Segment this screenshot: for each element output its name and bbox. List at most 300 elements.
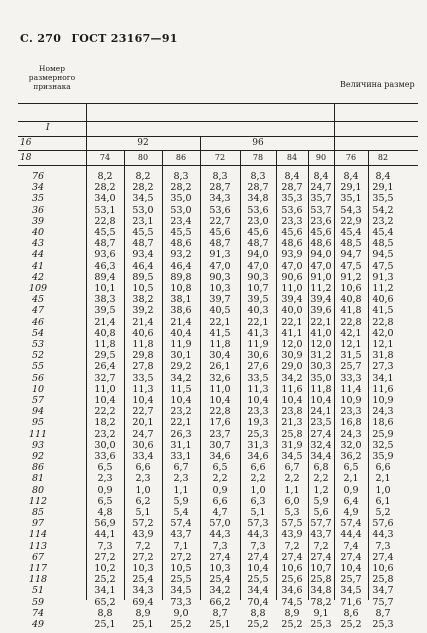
column-rule-6 [368, 150, 369, 600]
table-cell: 10,4 [94, 395, 116, 406]
table-cell: 75,7 [372, 596, 394, 608]
table-cell: 69,4 [132, 596, 154, 608]
table-cell: 9,0 [173, 607, 189, 619]
table-cell: 4,7 [212, 507, 228, 518]
row-id: 55 [31, 361, 45, 373]
table-cell: 25,5 [170, 574, 192, 586]
table-cell: 57,4 [340, 518, 362, 530]
table-cell: 33,4 [132, 451, 154, 462]
table-cell: 6,5 [97, 495, 113, 507]
table-cell: 38,3 [94, 294, 116, 306]
table-cell: 10,9 [372, 395, 394, 406]
table-cell: 25,3 [310, 619, 332, 630]
row-id: 76 [31, 171, 45, 182]
table-cell: 8,4 [343, 171, 359, 182]
table-cell: 40,8 [340, 294, 362, 306]
table-cell: 27,6 [247, 361, 269, 373]
table-cell: 2,3 [97, 473, 113, 485]
table-cell: 30,0 [94, 439, 116, 451]
row-id: 42 [31, 271, 45, 283]
row-id: 45 [31, 294, 45, 306]
table-cell: 35,0 [310, 372, 332, 384]
table-cell: 34,7 [372, 585, 394, 597]
table-cell: 43,7 [170, 529, 192, 541]
table-cell: 18,6 [372, 417, 394, 429]
table-cell: 39,7 [209, 294, 231, 306]
table-cell: 11,2 [372, 283, 394, 294]
level-label-1: I [46, 123, 50, 133]
table-cell: 8,4 [313, 171, 329, 182]
table-cell: 40,5 [209, 305, 231, 317]
table-cell: 70,4 [247, 596, 269, 608]
table-cell: 41,0 [310, 327, 332, 339]
table-cell: 11,0 [281, 283, 303, 294]
table-cell: 0,9 [212, 484, 228, 496]
table-cell: 34,6 [247, 451, 269, 462]
table-cell: 12,0 [310, 339, 332, 350]
table-cell: 48,6 [310, 238, 332, 250]
table-cell: 54,3 [340, 204, 362, 216]
table-cell: 10,4 [170, 395, 192, 406]
size-header-label: Величина размер [340, 80, 415, 89]
table-cell: 89,5 [132, 271, 154, 283]
row-id: 54 [31, 327, 45, 339]
table-cell: 34,8 [310, 585, 332, 597]
table-cell: 48,7 [132, 238, 154, 250]
table-cell: 43,9 [132, 529, 154, 541]
row-id: 43 [31, 238, 45, 250]
row-id: 81 [31, 473, 45, 485]
table-cell: 28,7 [209, 182, 231, 194]
table-cell: 10,4 [247, 563, 269, 574]
table-cell: 33,1 [170, 451, 192, 462]
table-cell: 73,3 [170, 596, 192, 608]
table-cell: 24,7 [310, 182, 332, 194]
table-cell: 56,9 [94, 518, 116, 530]
table-cell: 11,2 [310, 283, 332, 294]
table-cell: 25,3 [372, 619, 394, 630]
table-cell: 0,9 [343, 484, 359, 496]
table-cell: 29,2 [170, 361, 192, 373]
row-id: 44 [31, 249, 45, 261]
page-ref: С. 270 [20, 32, 62, 45]
table-cell: 6,5 [97, 462, 113, 474]
table-cell: 22,8 [94, 215, 116, 227]
table-cell: 30,9 [281, 350, 303, 362]
table-cell: 57,0 [209, 518, 231, 530]
table-cell: 29,1 [340, 182, 362, 194]
table-cell: 21,4 [94, 316, 116, 328]
table-cell: 8,2 [97, 171, 113, 182]
table-cell: 42,0 [372, 327, 394, 339]
table-cell: 30,7 [209, 439, 231, 451]
table-cell: 7,3 [250, 540, 266, 552]
column-header: 90 [315, 153, 327, 162]
table-cell: 5,4 [173, 507, 189, 518]
table-cell: 7,3 [97, 540, 113, 552]
row-id: 41 [31, 260, 45, 272]
table-cell: 11,8 [310, 383, 332, 395]
table-cell: 8,8 [250, 607, 266, 619]
group-rule-1 [200, 136, 201, 600]
table-cell: 8,8 [97, 607, 113, 619]
table-cell: 53,1 [94, 204, 116, 216]
table-cell: 1,0 [375, 484, 391, 496]
table-cell: 6,3 [250, 495, 266, 507]
table-cell: 21,3 [281, 417, 303, 429]
table-cell: 22,1 [281, 316, 303, 328]
table-cell: 10,4 [209, 395, 231, 406]
table-cell: 39,4 [281, 294, 303, 306]
table-cell: 42,1 [340, 327, 362, 339]
column-header: 78 [252, 153, 264, 162]
table-cell: 5,3 [284, 507, 300, 518]
table-cell: 35,7 [310, 193, 332, 205]
row-id: 49 [31, 619, 45, 630]
row-id: 67 [31, 551, 45, 563]
row-id: 51 [31, 585, 45, 597]
table-cell: 94,5 [372, 249, 394, 261]
table-cell: 22,1 [310, 316, 332, 328]
table-cell: 1,1 [284, 484, 300, 496]
table-cell: 10,4 [340, 563, 362, 574]
table-cell: 35,3 [281, 193, 303, 205]
table-cell: 19,3 [247, 417, 269, 429]
table-cell: 7,2 [284, 540, 300, 552]
row-id: 52 [31, 350, 45, 362]
table-cell: 6,5 [212, 462, 228, 474]
row-id: 80 [31, 484, 45, 496]
column-rule-4 [276, 150, 277, 600]
table-cell: 27,4 [340, 551, 362, 563]
table-cell: 31,3 [247, 439, 269, 451]
row-id: 93 [31, 439, 45, 451]
table-cell: 25,6 [281, 574, 303, 586]
table-cell: 11,0 [209, 383, 231, 395]
table-cell: 10,7 [310, 563, 332, 574]
table-cell: 12,1 [372, 339, 394, 350]
table-cell: 10,4 [281, 395, 303, 406]
table-cell: 34,2 [281, 372, 303, 384]
table-cell: 24,7 [132, 428, 154, 440]
table-cell: 28,7 [281, 182, 303, 194]
table-cell: 6,4 [343, 495, 359, 507]
table-cell: 6,5 [343, 462, 359, 474]
row-id: 35 [31, 193, 45, 205]
table-cell: 24,3 [340, 428, 362, 440]
table-cell: 8,9 [284, 607, 300, 619]
table-cell: 30,3 [310, 361, 332, 373]
table-cell: 28,2 [132, 182, 154, 194]
table-cell: 40,3 [247, 305, 269, 317]
table-cell: 91,2 [340, 271, 362, 283]
table-cell: 30,6 [132, 439, 154, 451]
table-cell: 21,4 [170, 316, 192, 328]
table-cell: 45,5 [132, 227, 154, 238]
row-id: 39 [31, 215, 45, 227]
table-cell: 25,2 [247, 619, 269, 630]
table-cell: 53,6 [281, 204, 303, 216]
table-cell: 46,4 [132, 260, 154, 272]
table-cell: 11,9 [247, 339, 269, 350]
table-cell: 36,2 [340, 451, 362, 462]
table-cell: 66,2 [209, 596, 231, 608]
table-cell: 89,4 [94, 271, 116, 283]
table-cell: 27,4 [209, 551, 231, 563]
table-cell: 48,7 [247, 238, 269, 250]
table-cell: 39,5 [94, 305, 116, 317]
table-cell: 7,4 [343, 540, 359, 552]
table-cell: 40,6 [372, 294, 394, 306]
table-cell: 6,0 [284, 495, 300, 507]
table-cell: 23,7 [209, 428, 231, 440]
table-cell: 48,6 [281, 238, 303, 250]
table-cell: 34,6 [209, 451, 231, 462]
table-cell: 30,1 [170, 350, 192, 362]
table-cell: 39,4 [310, 294, 332, 306]
table-cell: 90,6 [281, 271, 303, 283]
level-rule-3 [18, 150, 418, 151]
table-cell: 11,3 [132, 383, 154, 395]
column-rule-2 [162, 150, 163, 600]
row-id: 59 [31, 596, 45, 608]
table-cell: 29,1 [372, 182, 394, 194]
table-cell: 10,8 [170, 283, 192, 294]
table-cell: 25,3 [247, 428, 269, 440]
table-cell: 11,9 [170, 339, 192, 350]
table-cell: 30,4 [209, 350, 231, 362]
row-id: 46 [31, 316, 45, 328]
row-id: 74 [31, 607, 45, 619]
table-cell: 57,2 [132, 518, 154, 530]
table-cell: 32,5 [372, 439, 394, 451]
table-cell: 74,5 [281, 596, 303, 608]
table-cell: 53,0 [132, 204, 154, 216]
table-cell: 22,9 [340, 215, 362, 227]
table-cell: 94,0 [310, 249, 332, 261]
row-header-label: Номер размерного признака [28, 64, 76, 91]
table-cell: 41,3 [247, 327, 269, 339]
table-cell: 48,5 [340, 238, 362, 250]
table-cell: 11,6 [281, 383, 303, 395]
table-cell: 27,4 [372, 551, 394, 563]
table-cell: 25,2 [281, 619, 303, 630]
table-cell: 93,9 [281, 249, 303, 261]
table-cell: 33,5 [132, 372, 154, 384]
table-cell: 31,1 [170, 439, 192, 451]
table-cell: 53,0 [170, 204, 192, 216]
table-cell: 18,2 [94, 417, 116, 429]
table-cell: 6,8 [313, 462, 329, 474]
table-cell: 35,5 [372, 193, 394, 205]
table-cell: 25,1 [94, 619, 116, 630]
table-cell: 8,9 [135, 607, 151, 619]
table-cell: 1,0 [250, 484, 266, 496]
table-cell: 93,2 [170, 249, 192, 261]
column-rule-5 [308, 150, 309, 600]
table-cell: 47,0 [310, 260, 332, 272]
table-cell: 38,2 [132, 294, 154, 306]
table-cell: 31,8 [372, 350, 394, 362]
table-cell: 2,2 [284, 473, 300, 485]
column-header: 74 [99, 153, 111, 162]
table-cell: 93,4 [132, 249, 154, 261]
table-cell: 12,1 [340, 339, 362, 350]
table-cell: 22,8 [209, 406, 231, 418]
table-cell: 35,0 [170, 193, 192, 205]
table-cell: 25,7 [340, 574, 362, 586]
table-cell: 34,4 [310, 451, 332, 462]
table-cell: 29,8 [132, 350, 154, 362]
row-id: 94 [31, 406, 45, 418]
level-rule-1 [18, 121, 418, 122]
table-cell: 24,1 [310, 406, 332, 418]
table-cell: 10,3 [209, 563, 231, 574]
table-cell: 54,2 [372, 204, 394, 216]
table-cell: 23,3 [247, 406, 269, 418]
row-id: 47 [31, 305, 45, 317]
table-cell: 11,8 [209, 339, 231, 350]
table-cell: 5,9 [173, 495, 189, 507]
row-id: 111 [28, 428, 48, 440]
table-cell: 34,5 [170, 585, 192, 597]
table-cell: 7,3 [212, 540, 228, 552]
table-cell: 10,9 [340, 395, 362, 406]
column-header: 80 [137, 153, 149, 162]
level-label-2: 16 [20, 138, 32, 148]
table-cell: 16,8 [340, 417, 362, 429]
table-cell: 25,8 [310, 574, 332, 586]
table-cell: 1,0 [135, 484, 151, 496]
table-cell: 11,5 [170, 383, 192, 395]
table-cell: 46,3 [94, 260, 116, 272]
table-cell: 7,2 [313, 540, 329, 552]
table-cell: 45,4 [340, 227, 362, 238]
table-cell: 8,3 [212, 171, 228, 182]
table-cell: 48,7 [94, 238, 116, 250]
table-cell: 25,8 [372, 574, 394, 586]
table-cell: 90,3 [209, 271, 231, 283]
table-cell: 11,4 [340, 383, 362, 395]
table-cell: 38,1 [170, 294, 192, 306]
table-cell: 2,2 [212, 473, 228, 485]
table-cell: 25,2 [170, 619, 192, 630]
table-cell: 93,6 [94, 249, 116, 261]
table-cell: 5,2 [375, 507, 391, 518]
column-header: 72 [214, 153, 226, 162]
table-cell: 53,6 [247, 204, 269, 216]
table-cell: 22,1 [247, 316, 269, 328]
table-cell: 23,2 [372, 215, 394, 227]
table-cell: 6,2 [135, 495, 151, 507]
page-header [20, 32, 184, 45]
table-cell: 25,4 [132, 574, 154, 586]
table-cell: 28,7 [247, 182, 269, 194]
table-cell: 34,2 [170, 372, 192, 384]
table-cell: 8,7 [212, 607, 228, 619]
row-id: 113 [28, 540, 48, 552]
table-cell: 25,8 [281, 428, 303, 440]
row-id: 92 [31, 451, 45, 462]
table-cell: 48,7 [209, 238, 231, 250]
table-cell: 31,2 [310, 350, 332, 362]
table-cell: 46,4 [170, 260, 192, 272]
table-cell: 8,2 [135, 171, 151, 182]
table-cell: 34,1 [372, 372, 394, 384]
table-cell: 41,5 [372, 305, 394, 317]
table-cell: 28,2 [94, 182, 116, 194]
table-cell: 5,1 [250, 507, 266, 518]
table-cell: 47,0 [209, 260, 231, 272]
row-id: 85 [31, 507, 45, 518]
table-cell: 26,3 [170, 428, 192, 440]
table-cell: 30,6 [247, 350, 269, 362]
table-cell: 23,8 [281, 406, 303, 418]
table-cell: 48,6 [170, 238, 192, 250]
table-cell: 11,8 [132, 339, 154, 350]
table-cell: 1,1 [173, 484, 189, 496]
table-cell: 34,6 [281, 585, 303, 597]
table-cell: 4,9 [343, 507, 359, 518]
table-cell: 8,4 [375, 171, 391, 182]
level-label-3: 18 [20, 153, 32, 163]
row-id: 53 [31, 339, 45, 350]
table-cell: 47,0 [281, 260, 303, 272]
column-header: 76 [345, 153, 357, 162]
table-cell: 39,6 [310, 305, 332, 317]
table-cell: 4,8 [97, 507, 113, 518]
table-cell: 8,6 [343, 607, 359, 619]
table-cell: 10,5 [170, 563, 192, 574]
table-cell: 45,6 [209, 227, 231, 238]
table-cell: 26,1 [209, 361, 231, 373]
table-cell: 6,6 [250, 462, 266, 474]
table-cell: 94,7 [340, 249, 362, 261]
row-id: 56 [31, 372, 45, 384]
row-id: 114 [28, 529, 48, 541]
table-cell: 47,5 [372, 260, 394, 272]
table-cell: 11,6 [372, 383, 394, 395]
table-cell: 11,3 [247, 383, 269, 395]
table-cell: 8,4 [284, 171, 300, 182]
table-cell: 1,2 [313, 484, 329, 496]
table-cell: 38,6 [170, 305, 192, 317]
table-cell: 23,3 [281, 215, 303, 227]
table-cell: 2,2 [313, 473, 329, 485]
row-id: 10 [31, 383, 45, 395]
standard-title: ГОСТ 23167—91 [71, 32, 178, 45]
table-cell: 57,3 [247, 518, 269, 530]
table-cell: 10,4 [247, 395, 269, 406]
group-label-96: 96 [252, 138, 264, 148]
table-cell: 33,5 [247, 372, 269, 384]
table-cell: 44,1 [94, 529, 116, 541]
row-id: 34 [31, 182, 45, 194]
table-cell: 90,3 [247, 271, 269, 283]
table-cell: 45,6 [247, 227, 269, 238]
table-cell: 39,5 [247, 294, 269, 306]
table-cell: 2,2 [250, 473, 266, 485]
table-cell: 34,3 [209, 193, 231, 205]
table-cell: 25,1 [132, 619, 154, 630]
table-cell: 17,6 [209, 417, 231, 429]
table-cell: 32,4 [310, 439, 332, 451]
table-cell: 29,0 [281, 361, 303, 373]
table-cell: 6,1 [375, 495, 391, 507]
table-cell: 40,6 [132, 327, 154, 339]
table-cell: 34,2 [209, 585, 231, 597]
table-cell: 45,6 [310, 227, 332, 238]
